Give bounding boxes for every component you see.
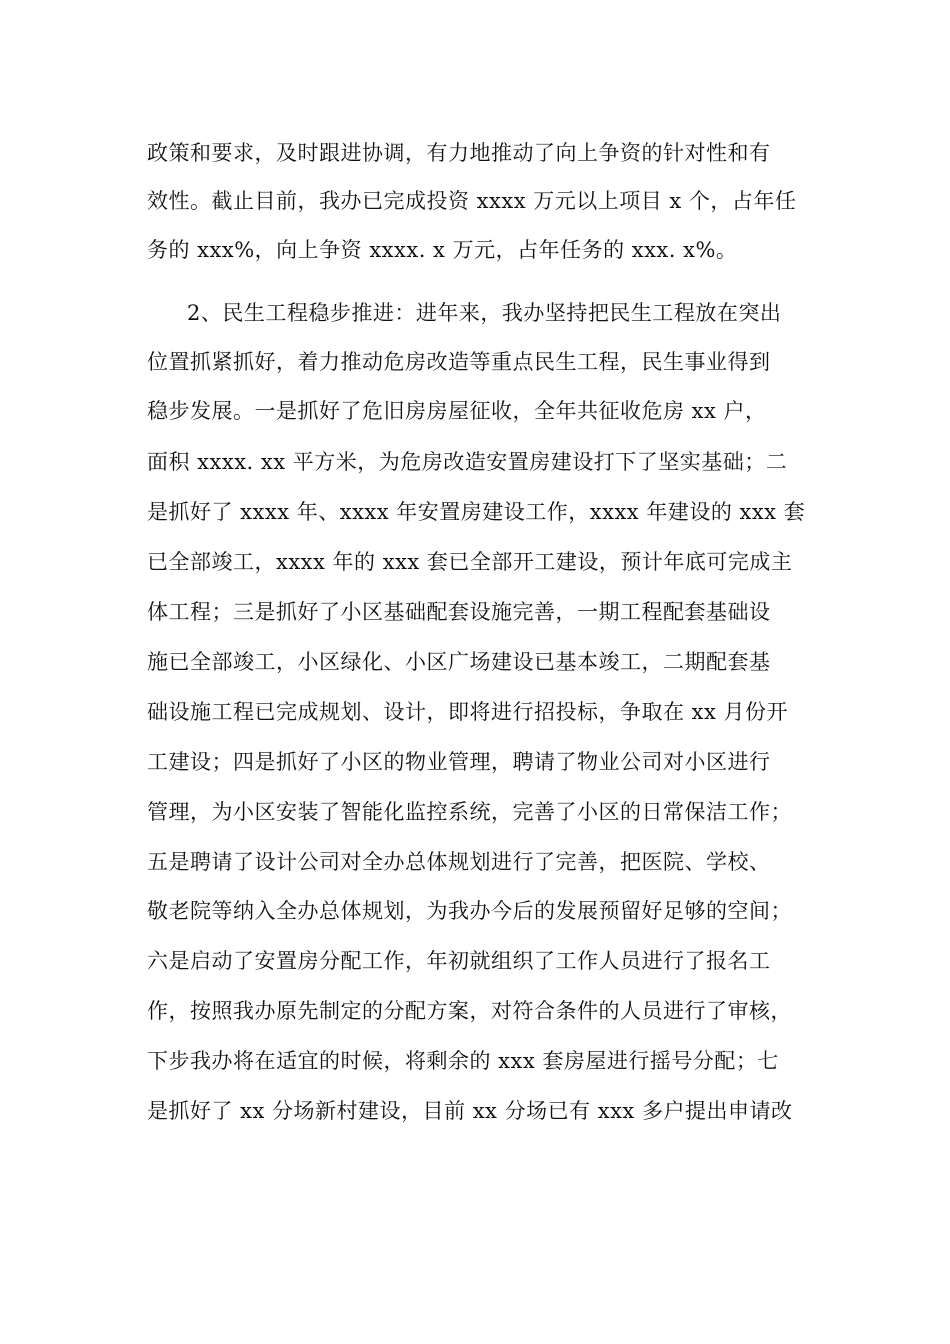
- paragraph-line: 务的 xxx%，向上争资 xxxx. x 万元，占年任务的 xxx. x%。: [147, 238, 738, 262]
- paragraph-line: 六是启动了安置房分配工作，年初就组织了工作人员进行了报名工: [147, 949, 771, 973]
- paragraph-line: 工建设；四是抓好了小区的物业管理，聘请了物业公司对小区进行: [147, 750, 771, 774]
- paragraph-line: 是抓好了 xxxx 年、xxxx 年安置房建设工作，xxxx 年建设的 xxx 套: [147, 500, 806, 524]
- paragraph-line: 位置抓紧抓好，着力推动危房改造等重点民生工程，民生事业得到: [147, 350, 771, 374]
- paragraph-line: 敬老院等纳入全办总体规划，为我办今后的发展预留好足够的空间；: [147, 899, 792, 923]
- paragraph-line: 政策和要求，及时跟进协调，有力地推动了向上争资的针对性和有: [147, 141, 771, 165]
- paragraph-line: 础设施工程已完成规划、设计，即将进行招投标，争取在 xx 月份开: [147, 700, 789, 724]
- paragraph-line: 下步我办将在适宜的时候，将剩余的 xxx 套房屋进行摇号分配；七: [147, 1049, 779, 1073]
- paragraph-line: 2、民生工程稳步推进：进年来，我办坚持把民生工程放在突出: [187, 301, 782, 325]
- paragraph-line: 效性。截止目前，我办已完成投资 xxxx 万元以上项目 x 个，占年任: [147, 189, 797, 213]
- paragraph-line: 面积 xxxx. xx 平方米，为危房改造安置房建设打下了坚实基础；二: [147, 450, 788, 474]
- paragraph-line: 作，按照我办原先制定的分配方案，对符合条件的人员进行了审核，: [147, 999, 792, 1023]
- paragraph-line: 体工程；三是抓好了小区基础配套设施完善，一期工程配套基础设: [147, 600, 771, 624]
- paragraph-line: 五是聘请了设计公司对全办总体规划进行了完善，把医院、学校、: [147, 850, 771, 874]
- paragraph-line: 管理，为小区安装了智能化监控系统，完善了小区的日常保洁工作；: [147, 800, 792, 824]
- paragraph-line: 已全部竣工，xxxx 年的 xxx 套已全部开工建设，预计年底可完成主: [147, 550, 793, 574]
- paragraph-line: 是抓好了 xx 分场新村建设，目前 xx 分场已有 xxx 多户提出申请改: [147, 1099, 793, 1123]
- paragraph-line: 施已全部竣工，小区绿化、小区广场建设已基本竣工，二期配套基: [147, 650, 771, 674]
- paragraph-line: 稳步发展。一是抓好了危旧房房屋征收，全年共征收危房 xx 户，: [147, 399, 767, 423]
